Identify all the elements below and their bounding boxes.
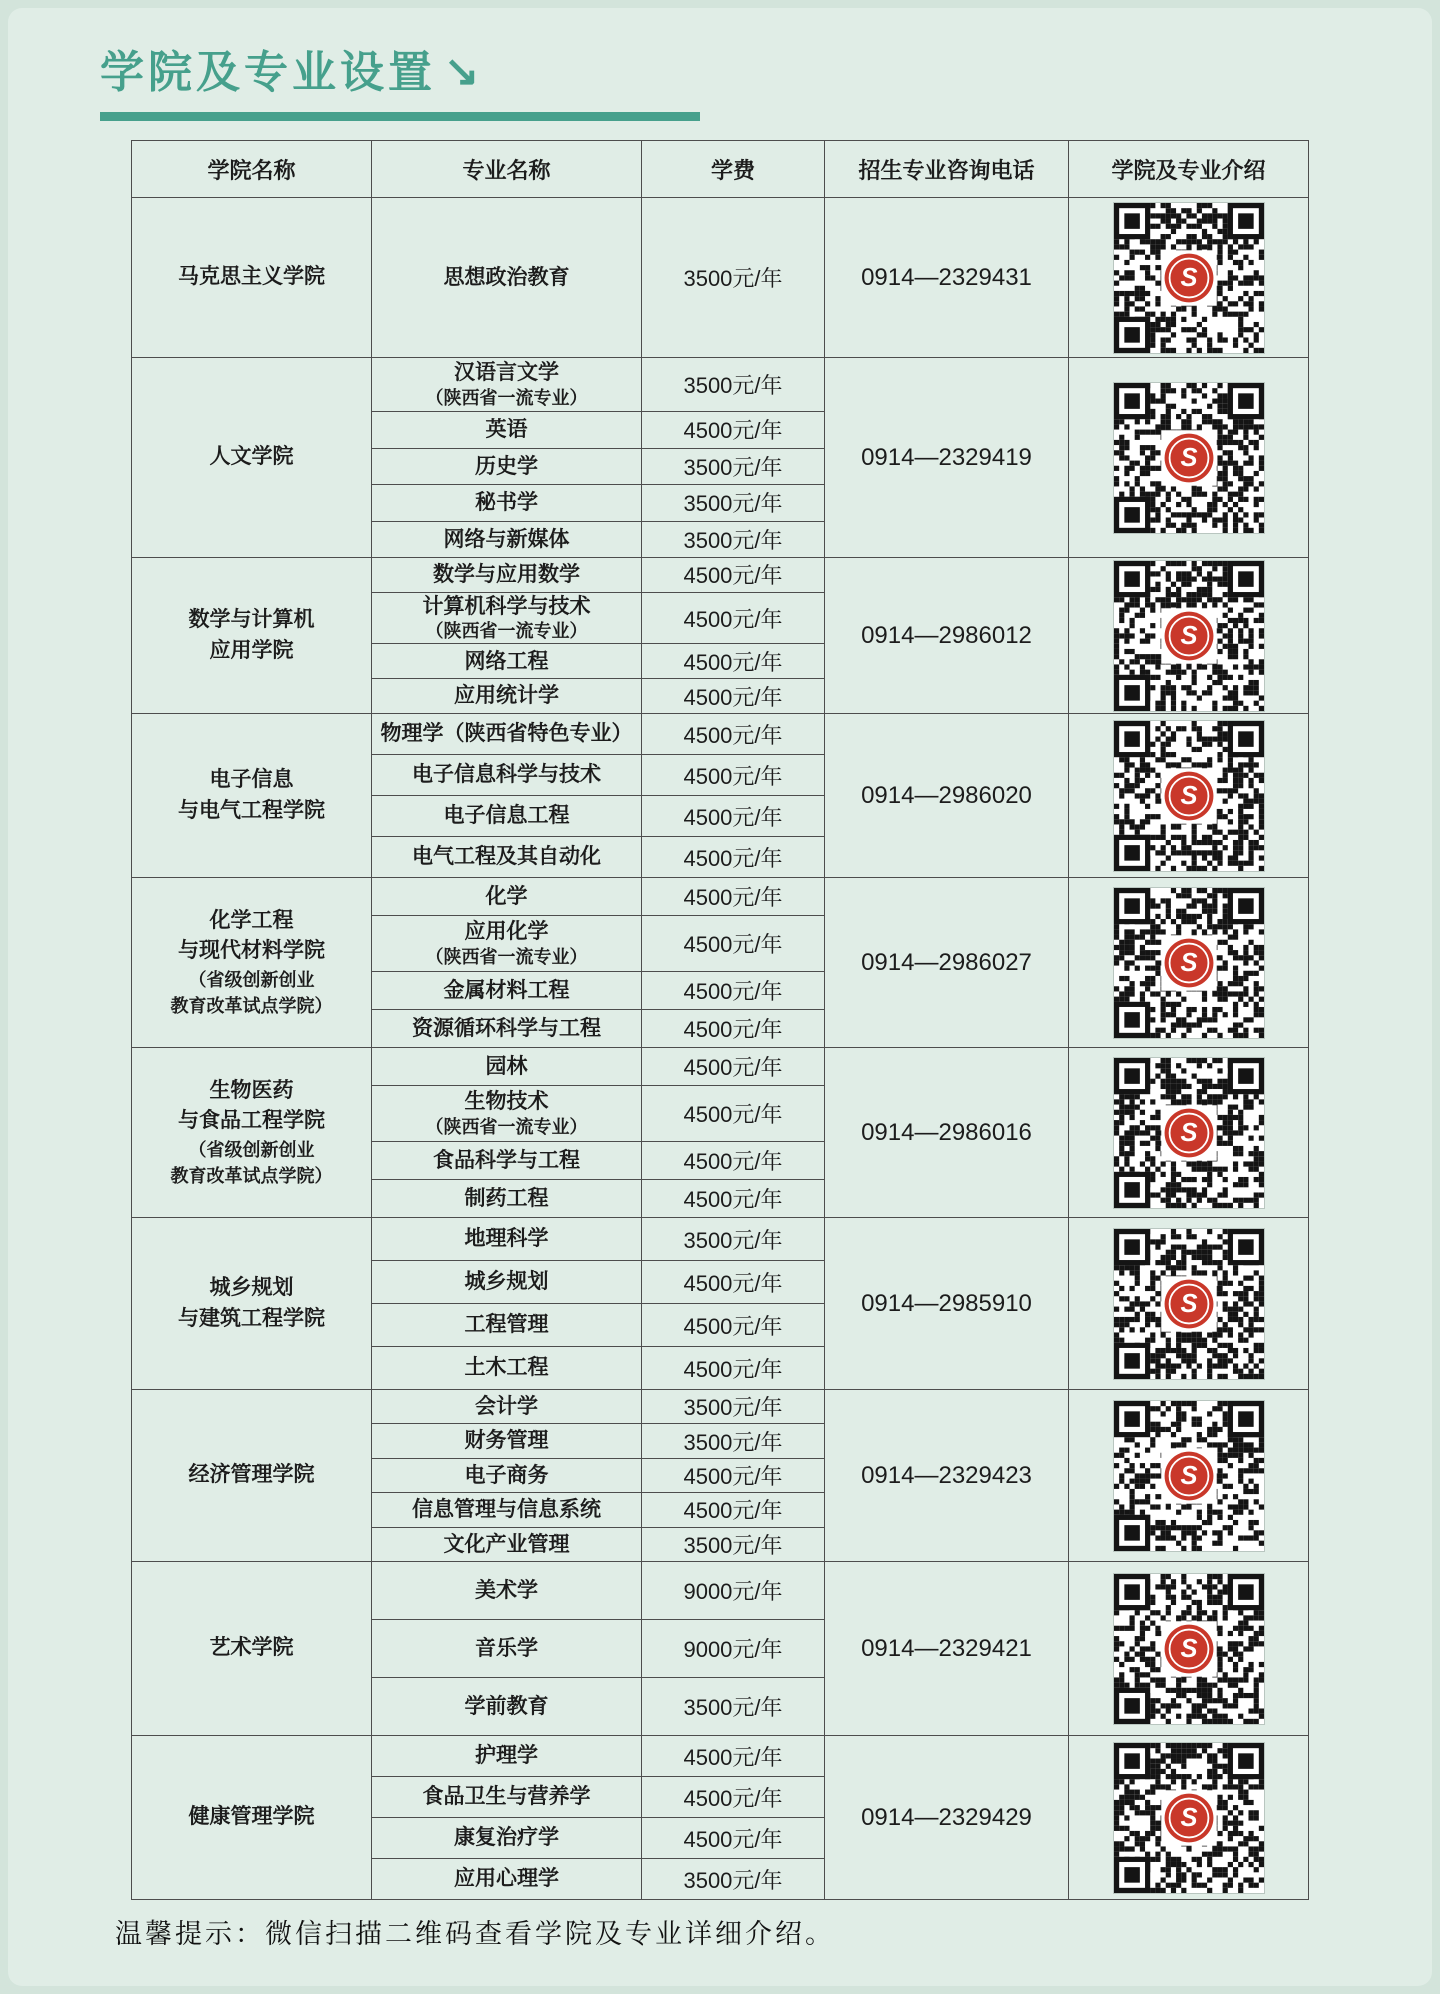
page-title-block (100, 36, 479, 100)
tuition-fee: 3500元/年 (683, 1429, 783, 1455)
tuition-fee: 4500元/年 (683, 1054, 783, 1080)
major-name: 美术学 (372, 1562, 642, 1619)
major-name: 会计学 (372, 1390, 642, 1423)
major-name: 思想政治教育 (372, 198, 642, 357)
major-name: 财务管理 (372, 1424, 642, 1457)
major-name: 食品科学与工程 (372, 1142, 642, 1179)
major-row (372, 1390, 824, 1423)
major-name: 应用化学 （陕西省一流专业） (372, 916, 642, 971)
tuition-fee: 3500元/年 (683, 491, 783, 517)
majors-block (372, 198, 825, 357)
major-row (372, 558, 824, 592)
major-name: 护理学 (372, 1736, 642, 1776)
tuition-fee: 4500元/年 (683, 606, 783, 632)
tuition-fee: 3500元/年 (683, 1695, 783, 1720)
tuition-fee: 4500元/年 (683, 1102, 783, 1128)
tuition-fee: 4500元/年 (683, 979, 783, 1005)
majors-block (372, 558, 825, 713)
consult-phone: 0914—2329419 (825, 358, 1069, 557)
college-section (132, 1735, 1308, 1899)
qr-code (1113, 887, 1265, 1039)
major-name: 金属材料工程 (372, 972, 642, 1009)
major-name: 应用统计学 (372, 679, 642, 713)
tuition-fee: 9000元/年 (683, 1637, 783, 1662)
major-name: 应用心理学 (372, 1859, 642, 1899)
qr-code (1113, 560, 1265, 712)
tuition-fee: 4500元/年 (683, 1270, 783, 1296)
major-name: 工程管理 (372, 1304, 642, 1346)
tuition-fee: 9000元/年 (683, 1579, 783, 1604)
major-row (372, 358, 824, 411)
qr-cell (1069, 198, 1308, 357)
major-row (372, 1303, 824, 1346)
major-name: 文化产业管理 (372, 1528, 642, 1561)
major-name: 生物技术 （陕西省一流专业） (372, 1086, 642, 1141)
major-row (372, 1817, 824, 1858)
qr-cell (1069, 1390, 1308, 1561)
tuition-fee: 4500元/年 (683, 684, 783, 710)
footer-note: 温馨提示：微信扫描二维码查看学院及专业详细介绍。 (115, 1919, 835, 1949)
major-row (372, 484, 824, 520)
tuition-fee: 4500元/年 (683, 1785, 783, 1811)
major-row (372, 1776, 824, 1817)
major-row (372, 754, 824, 795)
major-name: 电子商务 (372, 1459, 642, 1492)
college-name: 数学与计算机 应用学院 (132, 558, 372, 713)
tuition-fee: 4500元/年 (683, 1356, 783, 1382)
qr-code (1113, 382, 1265, 534)
tuition-fee: 4500元/年 (683, 1313, 783, 1339)
majors-block (372, 358, 825, 557)
major-row (372, 1619, 824, 1677)
tuition-fee: 4500元/年 (683, 722, 783, 748)
major-row (372, 1562, 824, 1619)
major-name: 电气工程及其自动化 (372, 837, 642, 877)
major-name: 城乡规划 (372, 1261, 642, 1303)
qr-code (1113, 720, 1265, 872)
major-name: 数学与应用数学 (372, 558, 642, 592)
consult-phone: 0914—2986016 (825, 1048, 1069, 1217)
consult-phone: 0914—2986020 (825, 714, 1069, 877)
major-row (372, 714, 824, 754)
consult-phone: 0914—2329431 (825, 198, 1069, 357)
college-name: 城乡规划 与建筑工程学院 (132, 1218, 372, 1389)
major-row (372, 915, 824, 971)
major-name: 食品卫生与营养学 (372, 1777, 642, 1817)
qr-cell (1069, 558, 1308, 713)
qr-cell (1069, 1218, 1308, 1389)
college-section (132, 357, 1308, 557)
major-name: 秘书学 (372, 485, 642, 520)
major-row (372, 1458, 824, 1492)
qr-code (1113, 202, 1265, 354)
major-name: 园林 (372, 1048, 642, 1085)
qr-cell (1069, 1736, 1308, 1899)
major-row (372, 1858, 824, 1899)
major-name: 信息管理与信息系统 (372, 1493, 642, 1526)
page (8, 8, 1432, 1986)
qr-code (1113, 1400, 1265, 1552)
majors-block (372, 1736, 825, 1899)
college-section (132, 877, 1308, 1047)
major-name: 化学 (372, 878, 642, 915)
major-name: 土木工程 (372, 1347, 642, 1389)
major-row (372, 1218, 824, 1260)
major-row (372, 795, 824, 836)
major-row (372, 411, 824, 447)
major-row (372, 678, 824, 713)
arrow-down-right-icon: ↘ (444, 46, 480, 94)
college-name: 化学工程 与现代材料学院 （省级创新创业 教育改革试点学院） (132, 878, 372, 1047)
tuition-fee: 4500元/年 (683, 1744, 783, 1770)
tuition-fee: 3500元/年 (683, 454, 783, 480)
major-row (372, 1179, 824, 1217)
consult-phone: 0914—2329421 (825, 1562, 1069, 1735)
major-name: 历史学 (372, 449, 642, 484)
qr-code (1113, 1573, 1265, 1725)
title-underline (100, 112, 700, 121)
column-header: 学院名称 (132, 141, 372, 197)
tuition-fee: 3500元/年 (683, 1227, 783, 1253)
tuition-fee: 3500元/年 (683, 1532, 783, 1558)
majors-block (372, 1562, 825, 1735)
table-header-row (132, 141, 1308, 197)
column-header: 招生专业咨询电话 (825, 141, 1069, 197)
college-section (132, 713, 1308, 877)
majors-block (372, 878, 825, 1047)
college-section (132, 1389, 1308, 1561)
tuition-fee: 4500元/年 (683, 804, 783, 830)
majors-table (131, 140, 1309, 1900)
consult-phone: 0914—2986027 (825, 878, 1069, 1047)
major-row (372, 1423, 824, 1457)
major-name: 制药工程 (372, 1180, 642, 1217)
major-row (372, 1677, 824, 1735)
column-header: 学费 (642, 141, 825, 197)
qr-code (1113, 1057, 1265, 1209)
consult-phone: 0914—2329423 (825, 1390, 1069, 1561)
major-row (372, 1736, 824, 1776)
tuition-fee: 4500元/年 (683, 563, 783, 589)
tuition-fee: 3500元/年 (683, 373, 783, 399)
college-section (132, 1217, 1308, 1389)
major-row (372, 448, 824, 484)
college-section (132, 1047, 1308, 1217)
college-section (132, 197, 1308, 357)
college-name: 人文学院 (132, 358, 372, 557)
major-name: 地理科学 (372, 1218, 642, 1260)
qr-cell (1069, 358, 1308, 557)
tuition-fee: 4500元/年 (683, 1498, 783, 1524)
major-row (372, 592, 824, 644)
major-row (372, 1527, 824, 1561)
major-row (372, 643, 824, 678)
qr-code (1113, 1228, 1265, 1380)
tuition-fee: 4500元/年 (683, 1149, 783, 1175)
consult-phone: 0914—2985910 (825, 1218, 1069, 1389)
page-title: 学院及专业设置 (100, 48, 436, 97)
qr-cell (1069, 1562, 1308, 1735)
major-name: 电子信息科学与技术 (372, 755, 642, 795)
major-row (372, 1085, 824, 1141)
tuition-fee: 4500元/年 (683, 418, 783, 444)
major-name: 音乐学 (372, 1620, 642, 1677)
tuition-fee: 4500元/年 (683, 649, 783, 675)
consult-phone: 0914—2329429 (825, 1736, 1069, 1899)
major-name: 电子信息工程 (372, 796, 642, 836)
college-name: 健康管理学院 (132, 1736, 372, 1899)
major-row (372, 1346, 824, 1389)
major-row (372, 1048, 824, 1085)
table-body (132, 197, 1308, 1899)
majors-block (372, 714, 825, 877)
tuition-fee: 4500元/年 (683, 1187, 783, 1213)
qr-cell (1069, 714, 1308, 877)
college-name: 艺术学院 (132, 1562, 372, 1735)
major-row (372, 1492, 824, 1526)
tuition-fee: 3500元/年 (683, 266, 783, 291)
tuition-fee: 3500元/年 (683, 1395, 783, 1421)
qr-cell (1069, 1048, 1308, 1217)
college-name: 电子信息 与电气工程学院 (132, 714, 372, 877)
column-header: 专业名称 (372, 141, 642, 197)
major-row (372, 836, 824, 877)
tuition-fee: 3500元/年 (683, 1867, 783, 1893)
qr-code (1113, 1742, 1265, 1894)
major-name: 英语 (372, 412, 642, 447)
major-row (372, 198, 824, 357)
major-row (372, 971, 824, 1009)
major-name: 物理学（陕西省特色专业） (372, 714, 642, 754)
tuition-fee: 3500元/年 (683, 527, 783, 553)
majors-block (372, 1048, 825, 1217)
consult-phone: 0914—2986012 (825, 558, 1069, 713)
tuition-fee: 4500元/年 (683, 763, 783, 789)
tuition-fee: 4500元/年 (683, 884, 783, 910)
major-name: 资源循环科学与工程 (372, 1010, 642, 1047)
major-name: 网络工程 (372, 644, 642, 678)
major-name: 网络与新媒体 (372, 522, 642, 557)
major-name: 学前教育 (372, 1678, 642, 1735)
major-row (372, 521, 824, 557)
college-section (132, 557, 1308, 713)
majors-block (372, 1218, 825, 1389)
major-row (372, 1009, 824, 1047)
college-name: 生物医药 与食品工程学院 （省级创新创业 教育改革试点学院） (132, 1048, 372, 1217)
major-name: 计算机科学与技术 （陕西省一流专业） (372, 593, 642, 644)
majors-block (372, 1390, 825, 1561)
tuition-fee: 4500元/年 (683, 1464, 783, 1490)
major-row (372, 878, 824, 915)
major-row (372, 1141, 824, 1179)
tuition-fee: 4500元/年 (683, 932, 783, 958)
major-name: 汉语言文学 （陕西省一流专业） (372, 358, 642, 411)
tuition-fee: 4500元/年 (683, 845, 783, 871)
college-name: 经济管理学院 (132, 1390, 372, 1561)
college-section (132, 1561, 1308, 1735)
major-name: 康复治疗学 (372, 1818, 642, 1858)
college-name: 马克思主义学院 (132, 198, 372, 357)
major-row (372, 1260, 824, 1303)
column-header: 学院及专业介绍 (1111, 157, 1266, 183)
tuition-fee: 4500元/年 (683, 1017, 783, 1043)
tuition-fee: 4500元/年 (683, 1826, 783, 1852)
qr-cell (1069, 878, 1308, 1047)
